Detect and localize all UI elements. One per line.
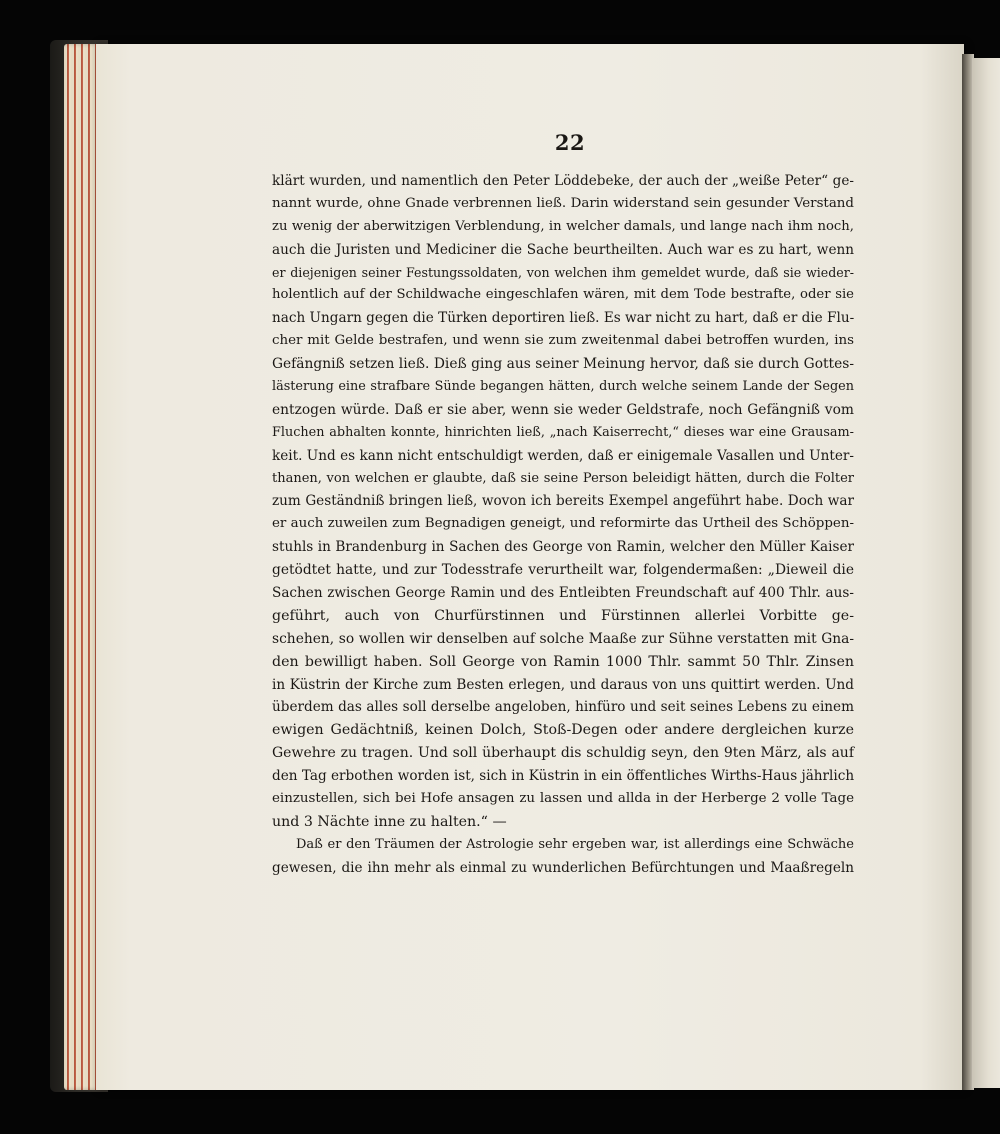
text-line: in Küstrin der Kirche zum Besten erlegen, und daraus von uns quittirt werden. Und — [272, 676, 854, 693]
text-line: keit. Und es kann nicht entschuldigt werden, daß er einigemale Vasallen und Unter- — [272, 447, 854, 464]
text-line: entzogen würde. Daß er sie aber, wenn sie weder Geldstrafe, noch Gefängniß vom — [272, 401, 854, 418]
text-line: er diejenigen seiner Festungssoldaten, von welchen ihm gemeldet wurde, daß sie wieder- — [272, 264, 854, 280]
text-line: überdem das alles soll derselbe angeloben, hinfüro und seit seines Lebens zu einem — [272, 699, 854, 716]
text-line: getödtet hatte, und zur Todesstrafe verurtheilt war, folgendermaßen: „Dieweil die — [272, 562, 854, 579]
text-line: gewesen, die ihn mehr als einmal zu wunderlichen Befürchtungen und Maaßregeln — [272, 859, 854, 876]
body-text — [272, 170, 854, 880]
text-line: cher mit Gelde bestrafen, und wenn sie zum zweitenmal dabei betroffen wurden, ins — [272, 333, 854, 349]
text-line: schehen, so wollen wir denselben auf solche Maaße zur Sühne verstatten mit Gna- — [272, 630, 854, 647]
text-line: Gewehre zu tragen. Und soll überhaupt dis schuldig seyn, den 9ten März, als auf — [272, 745, 854, 762]
text-line: Daß er den Träumen der Astrologie sehr ergeben war, ist allerdings eine Schwäche — [296, 836, 854, 852]
text-line: Fluchen abhalten konnte, hinrichten ließ, „nach Kaiserrecht,“ dieses war eine Grausam- — [272, 424, 854, 440]
text-line: den bewilligt haben. Soll George von Ramin 1000 Thlr. sammt 50 Thlr. Zinsen — [272, 653, 854, 670]
text-line: einzustellen, sich bei Hofe ansagen zu lassen und allda in der Herberge 2 volle Tage — [272, 791, 854, 807]
text-line: den Tag erbothen worden ist, sich in Küstrin in ein öffentliches Wirths-Haus jährlich — [272, 768, 855, 785]
text-line: lästerung eine strafbare Sünde begangen hätten, durch welche seinem Lande der Segen — [272, 379, 854, 395]
text-line: und 3 Nächte inne zu halten.“ — — [272, 813, 507, 830]
text-line: Sachen zwischen George Ramin und des Entleibten Freundschaft auf 400 Thlr. aus- — [272, 585, 854, 602]
text-line: Gefängniß setzen ließ. Dieß ging aus seiner Meinung hervor, daß sie durch Gottes- — [272, 356, 854, 373]
text-line: er auch zuweilen zum Begnadigen geneigt, und reformirte das Urtheil des Schöppen- — [272, 516, 854, 532]
text-line: ewigen Gedächtniß, keinen Dolch, Stoß-Degen oder andere dergleichen kurze — [272, 722, 854, 739]
text-line: zu wenig der aberwitzigen Verblendung, in welcher damals, und lange nach ihm noch, — [272, 218, 854, 234]
text-line: nach Ungarn gegen die Türken deportiren ließ. Es war nicht zu hart, daß er die Flu- — [272, 310, 855, 327]
text-line: stuhls in Brandenburg in Sachen des George von Ramin, welcher den Müller Kaiser — [272, 539, 854, 556]
facing-page-edge — [972, 58, 1000, 1088]
text-line: thanen, von welchen er glaubte, daß sie seine Person beleidigt hätten, durch die Folter — [272, 470, 854, 486]
text-line: nannt wurde, ohne Gnade verbrennen ließ. Darin widerstand sein gesunder Verstand — [272, 195, 854, 211]
text-line: zum Geständniß bringen ließ, wovon ich bereits Exempel angeführt habe. Doch war — [272, 493, 854, 510]
text-line: holentlich auf der Schildwache eingeschlafen wären, mit dem Tode bestrafte, oder sie — [272, 287, 854, 303]
text-line: geführt, auch von Churfürstinnen und Fürstinnen allerlei Vorbitte ge- — [272, 607, 854, 624]
page-number: 22 — [554, 130, 586, 155]
text-line: klärt wurden, und namentlich den Peter Löddebeke, der auch der „weiße Peter“ ge- — [272, 173, 854, 189]
text-line: auch die Juristen und Mediciner die Sache beurtheilten. Auch war es zu hart, wenn — [272, 241, 854, 258]
